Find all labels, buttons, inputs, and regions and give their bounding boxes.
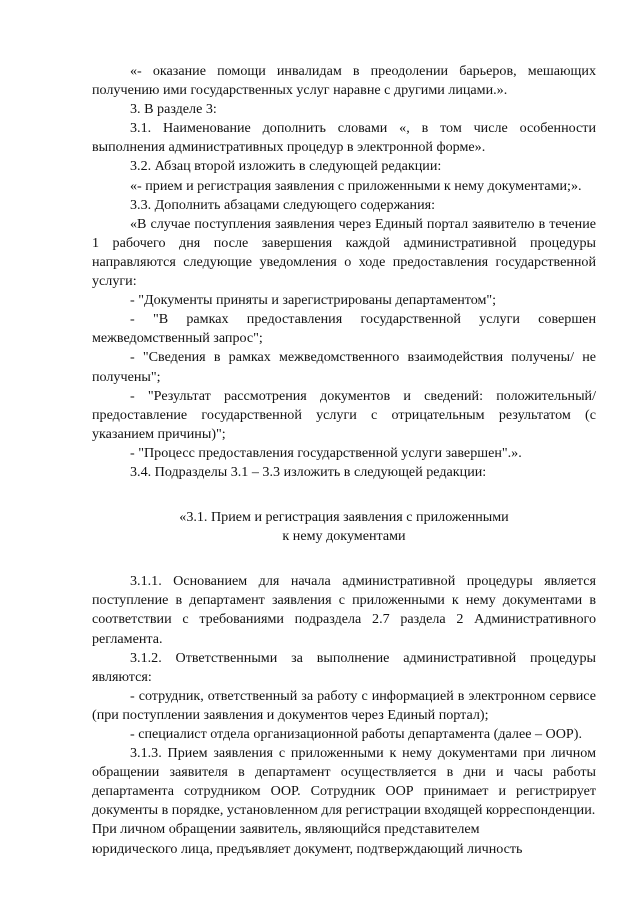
paragraph: 3.4. Подразделы 3.1 – 3.3 изложить в следующей редакции: (130, 463, 487, 480)
list-item: - специалист отдела организационной работы департамента (далее – ООР). (130, 726, 582, 742)
paragraph: 3. В разделе 3: (130, 101, 217, 118)
paragraph: «- оказание помощи инвалидам в преодолении барьеров, мешающих получению ими государственных услуг наравне с другими лицами.». (92, 63, 596, 99)
list-item: - "Документы приняты и зарегистрированы департаментом"; (130, 292, 497, 309)
paragraph: 3.1.2. Ответственными за выполнение административной процедуры являются: (92, 649, 596, 685)
paragraph: 3.2. Абзац второй изложить в следующей редакции: (130, 158, 442, 175)
paragraph: «- прием и регистрация заявления с приложенными к нему документами;». (130, 177, 582, 194)
list-item: - "В рамках предоставления государственной услуги совершен межведомственный запрос"; (92, 311, 596, 347)
paragraph: 3.1.1. Основанием для начала административной процедуры является поступление в департамент заявления с приложенными к нему документами в соответствии с требованиями подраздела 2.7 раздела 2 Административного регламента. (92, 573, 596, 647)
list-item: - "Результат рассмотрения документов и сведений: положительный/ предоставление государственной услуги с отрицательным результатом (с указанием причины)"; (92, 387, 596, 442)
list-item: - "Сведения в рамках межведомственного взаимодействия получены/ не получены"; (92, 349, 596, 385)
paragraph: «В случае поступления заявления через Единый портал заявителю в течение 1 рабочего дня после завершения каждой административной процедуры направляются следующие уведомления о ходе предоставления государственной услуги: (92, 215, 596, 290)
list-item: - сотрудник, ответственный за работу с информацией в электронном сервисе (при поступлении заявления и документов через Единый портал); (92, 687, 596, 723)
list-item: - "Процесс предоставления государственной услуги завершен".». (130, 444, 522, 461)
paragraph: 3.1.3. Прием заявления с приложенными к нему документами при личном обращении заявителя в департамент осуществляется в дни и часы работы департамента сотрудником ООР. Сотрудник ООР принимает и регистрирует документы в порядке, установленном для регистрации входящей корреспонденции. (92, 745, 596, 819)
paragraph-tail: При личном обращении заявитель, являющийся представителем (92, 821, 480, 838)
spacer (92, 546, 596, 572)
section-heading: к нему документами (282, 528, 406, 545)
paragraph: 3.3. Дополнить абзацами следующего содержания: (130, 196, 436, 213)
paragraph: 3.1. Наименование дополнить словами «, в том числе особенности выполнения административных процедур в электронной форме». (92, 120, 596, 156)
section-heading: «3.1. Прием и регистрация заявления с приложенными (179, 509, 509, 526)
paragraph-tail: юридического лица, предъявляет документ, подтверждающий личность (92, 840, 523, 857)
spacer (92, 482, 596, 508)
